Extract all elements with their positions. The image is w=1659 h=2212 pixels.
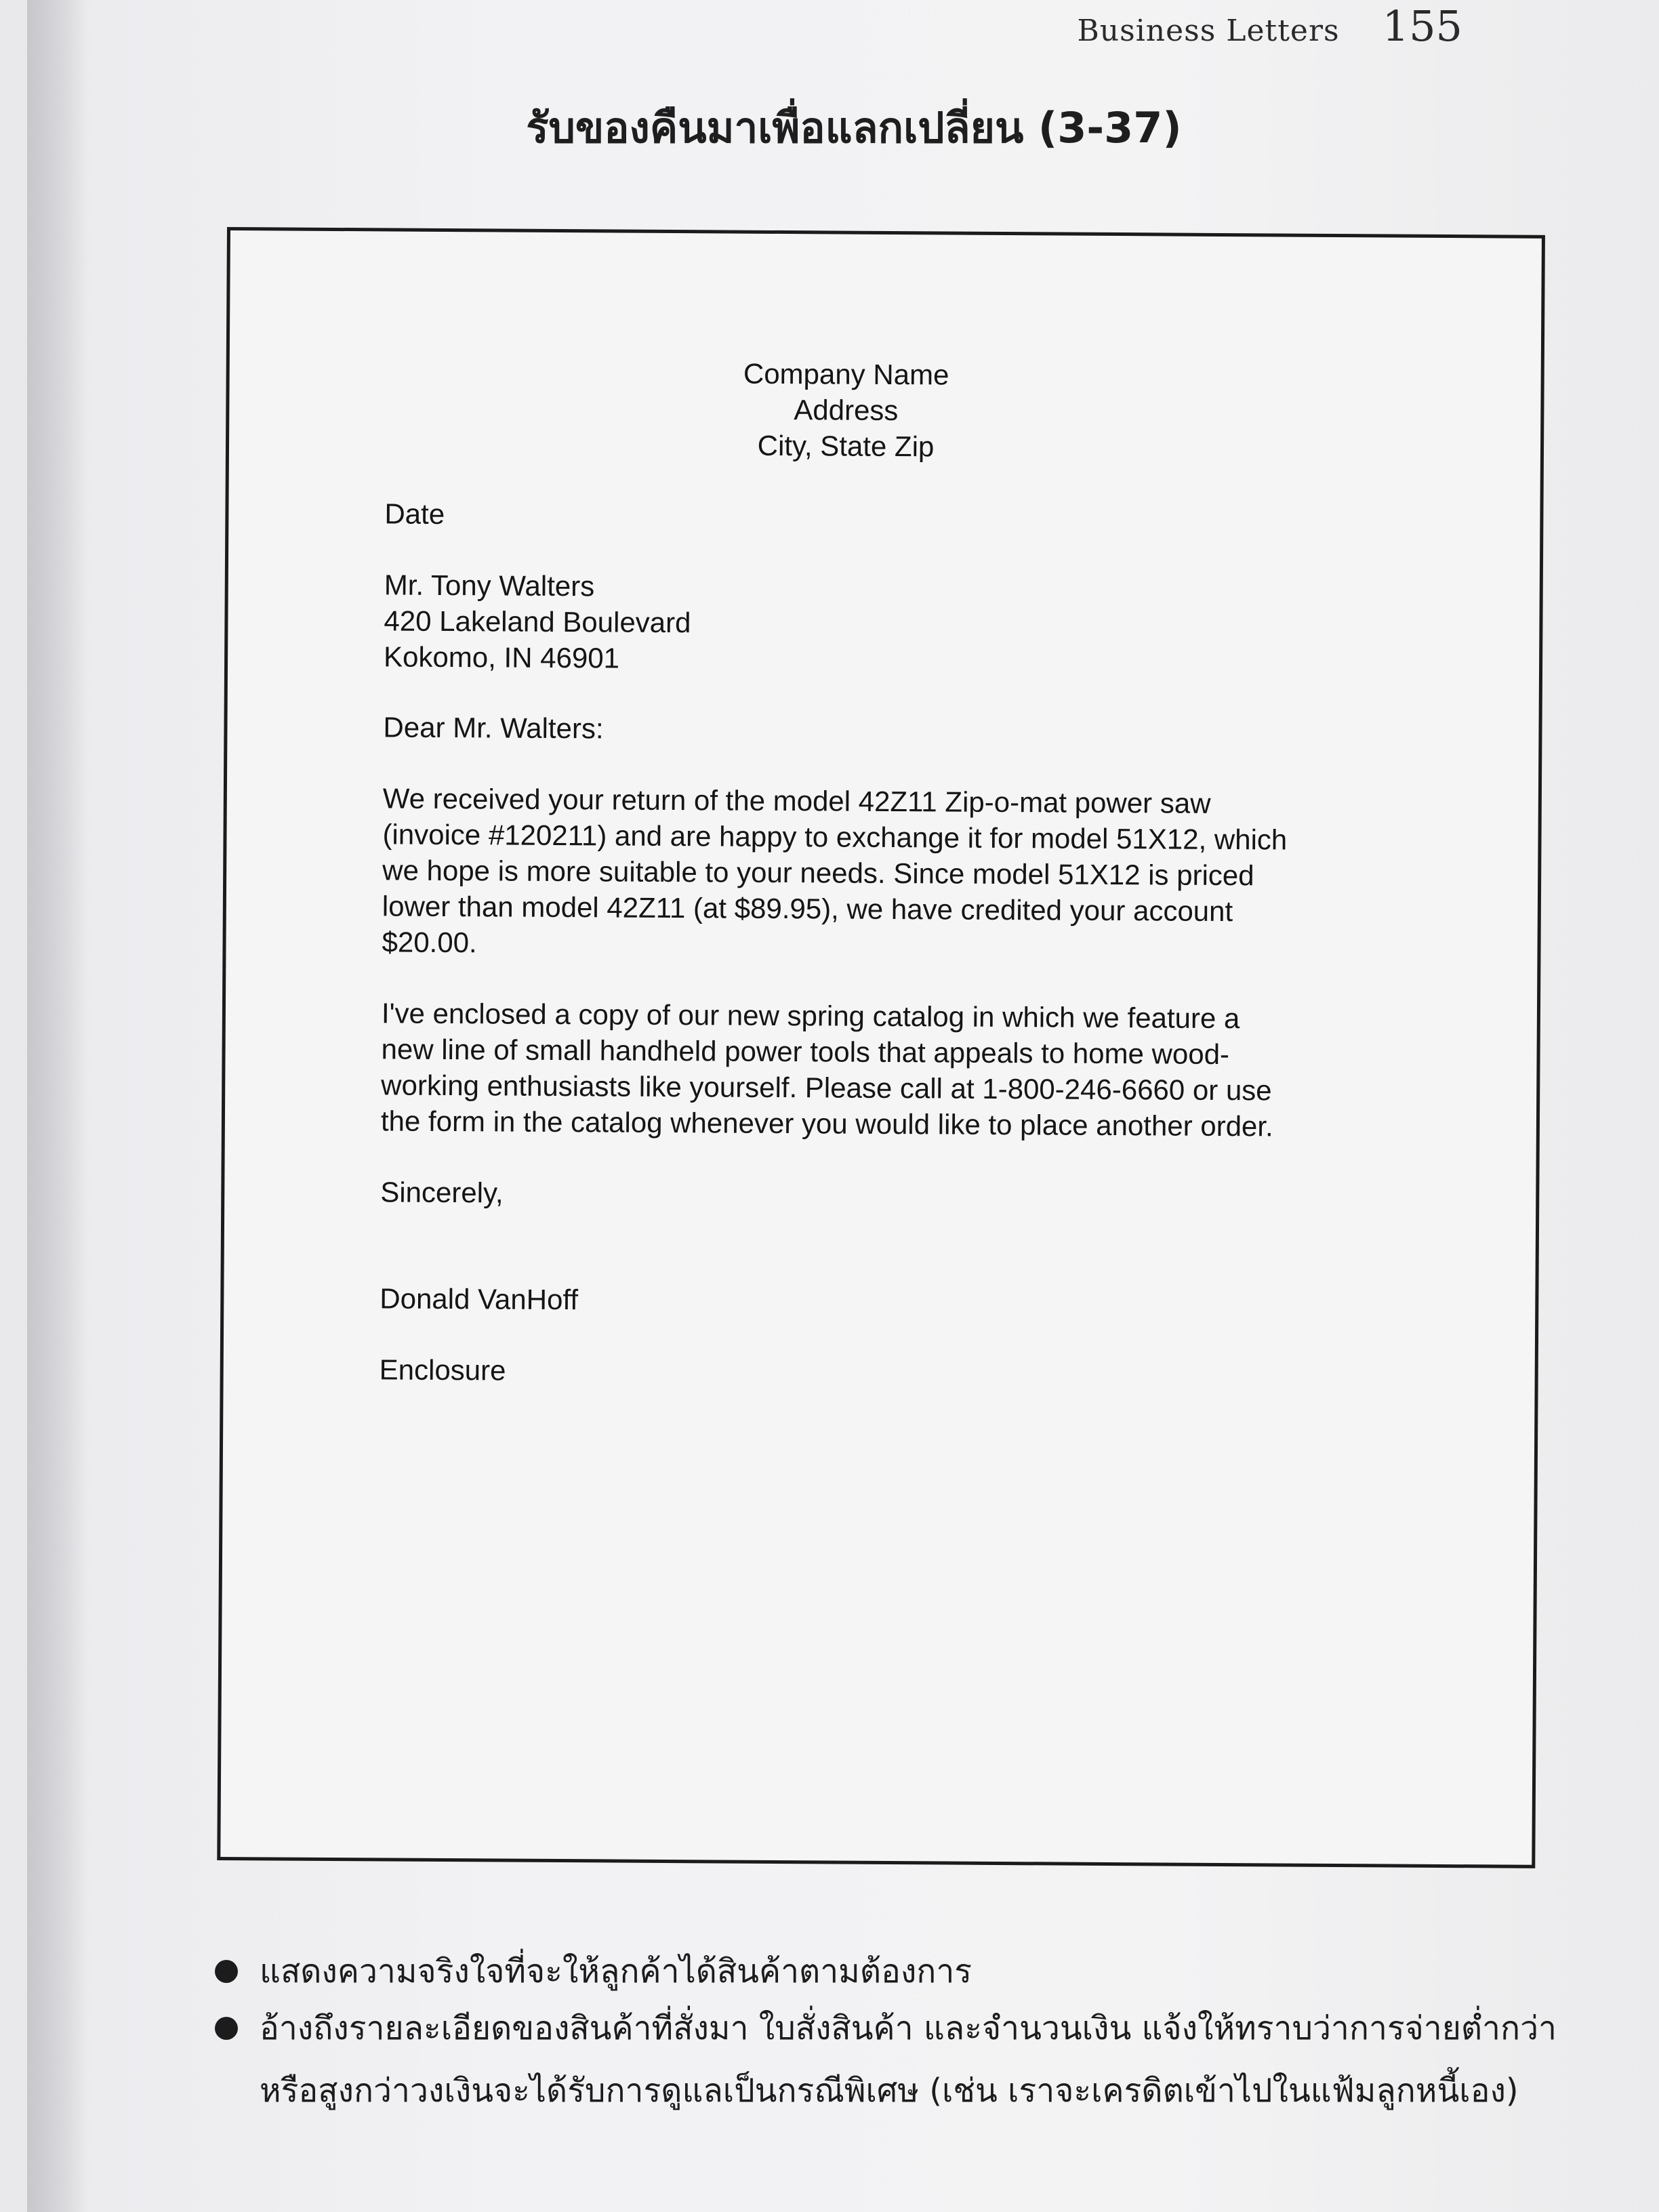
- body-line: lower than model 42Z11 (at $89.95), we have credited your account: [382, 890, 1233, 928]
- letterhead-line: Address: [794, 394, 899, 427]
- body-line: working enthusiasts like yourself. Please call at 1-800-246-6660 or use: [381, 1069, 1272, 1107]
- body-line: (invoice #120211) and are happy to exchange it for model 51X12, which: [382, 818, 1288, 856]
- body-line: I've enclosed a copy of our new spring catalog in which we feature a: [381, 997, 1240, 1035]
- bullet-text: อ้างถึงรายละเอียดของสินค้าที่สั่งมา ใบสั่งสินค้า และจำนวนเงิน แจ้งให้ทราบว่าการจ่ายต่ำกว่า: [260, 2009, 1557, 2047]
- salutation: Dear Mr. Walters:: [383, 711, 604, 745]
- body-line: we hope is more suitable to your needs. Since model 51X12 is priced: [382, 854, 1254, 892]
- bullet-dot: [215, 2017, 238, 2040]
- recipient-line: Kokomo, IN 46901: [383, 640, 620, 674]
- letterhead-line: Company Name: [743, 357, 949, 391]
- body-paragraph-1: [382, 780, 1393, 966]
- signature: Donald VanHoff: [380, 1282, 579, 1316]
- recipient-line: 420 Lakeland Boulevard: [384, 605, 691, 639]
- body-line: the form in the catalog whenever you would like to place another order.: [380, 1105, 1273, 1143]
- body-line: $20.00.: [382, 926, 477, 959]
- recipient-address: [384, 567, 1394, 680]
- recipient-line: Mr. Tony Walters: [384, 569, 595, 602]
- enclosure-note: Enclosure: [379, 1353, 506, 1387]
- letterhead: [358, 353, 1334, 467]
- bullet-dot: [215, 1960, 238, 1983]
- section-title: รับของคืนมาเพื่อแลกเปลี่ยน (3-37): [526, 103, 1182, 152]
- running-header: [1077, 1, 1462, 51]
- running-header-title: Business Letters: [1077, 14, 1340, 48]
- body-line: new line of small handheld power tools that appeals to home wood-: [381, 1033, 1230, 1071]
- book-page: [27, 0, 1659, 2212]
- page-number: 155: [1382, 1, 1462, 51]
- body-line: We received your return of the model 42Z11 Zip-o-mat power saw: [382, 782, 1211, 819]
- sample-letter: [380, 353, 1395, 1393]
- letterhead-line: City, State Zip: [757, 429, 935, 463]
- gutter-shadow: [27, 0, 88, 2212]
- letter-date: Date: [384, 497, 445, 530]
- closing: Sincerely,: [380, 1176, 504, 1209]
- bullet-text: หรือสูงกว่าวงเงินจะได้รับการดูแลเป็นกรณีพิเศษ (เช่น เราจะเครดิตเข้าไปในแฟ้มลูกหนี้เอง): [260, 2072, 1519, 2110]
- bullet-item: [213, 1945, 1569, 1998]
- bullet-list: [213, 1945, 1569, 2121]
- sample-letter-frame: [217, 227, 1545, 1868]
- bullet-text: แสดงความจริงใจที่จะให้ลูกค้าได้สินค้าตามต้องการ: [260, 1952, 972, 1990]
- body-paragraph-2: [381, 995, 1391, 1145]
- bullet-item: [213, 2002, 1569, 2117]
